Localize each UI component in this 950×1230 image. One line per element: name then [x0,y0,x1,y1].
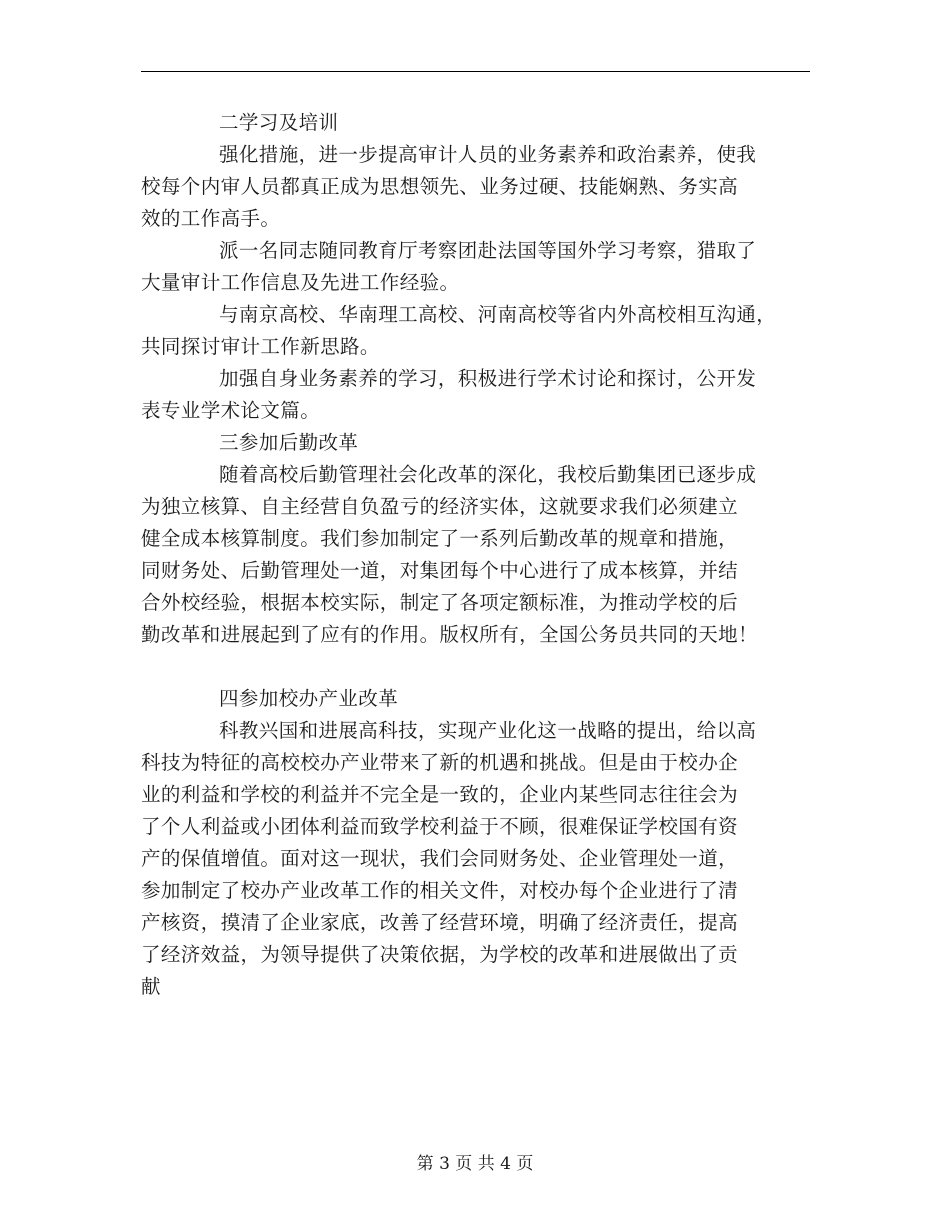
paragraph-line: 与南京高校、华南理工高校、河南高校等省内外高校相互沟通， [219,303,777,326]
paragraph-line: 勤改革和进展起到了应有的作用。版权所有，全国公务员共同的天地！ [141,623,758,646]
section-heading: 四参加校办产业改革 [219,687,399,710]
paragraph-line: 共同探讨审计工作新思路。 [141,335,380,358]
paragraph-line: 加强自身业务素养的学习，积极进行学术讨论和探讨，公开发 [219,367,757,390]
paragraph-line: 合外校经验，根据本校实际，制定了各项定额标准，为推动学校的后 [141,591,739,614]
paragraph-line: 随着高校后勤管理社会化改革的深化，我校后勤集团已逐步成 [219,463,757,486]
paragraph-line: 科技为特征的高校校办产业带来了新的机遇和挑战。但是由于校办企 [141,751,739,774]
blank-line [141,651,810,683]
document-body [141,107,810,1003]
paragraph-line: 校每个内审人员都真正成为思想领先、业务过硬、技能娴熟、务实高 [141,175,739,198]
paragraph-line: 效的工作高手。 [141,207,281,230]
paragraph-line: 产的保值增值。面对这一现状，我们会同财务处、企业管理处一道， [141,847,739,870]
section-heading: 三参加后勤改革 [219,431,359,454]
paragraph-line: 献 [141,975,161,998]
paragraph-line: 科教兴国和进展高科技，实现产业化这一战略的提出，给以高 [219,719,757,742]
paragraph-line: 强化措施，进一步提高审计人员的业务素养和政治素养，使我 [219,143,757,166]
paragraph-line: 了个人利益或小团体利益而致学校利益于不顾，很难保证学校国有资 [141,815,739,838]
section-heading: 二学习及培训 [219,111,339,134]
paragraph-line: 产核资，摸清了企业家底，改善了经营环境，明确了经济责任，提高 [141,911,739,934]
header-rule [141,71,810,72]
paragraph-line: 大量审计工作信息及先进工作经验。 [141,271,460,294]
paragraph-line: 健全成本核算制度。我们参加制定了一系列后勤改革的规章和措施， [141,527,739,550]
paragraph-line: 业的利益和学校的利益并不完全是一致的，企业内某些同志往往会为 [141,783,739,806]
page-number-footer: 第 3 页 共 4 页 [416,1154,534,1174]
paragraph-line: 派一名同志随同教育厅考察团赴法国等国外学习考察，猎取了 [219,239,757,262]
paragraph-line: 为独立核算、自主经营自负盈亏的经济实体，这就要求我们必须建立 [141,495,739,518]
paragraph-line: 参加制定了校办产业改革工作的相关文件，对校办每个企业进行了清 [141,879,739,902]
paragraph-line: 同财务处、后勤管理处一道，对集团每个中心进行了成本核算，并结 [141,559,739,582]
paragraph-line: 了经济效益，为领导提供了决策依据，为学校的改革和进展做出了贡 [141,943,739,966]
paragraph-line: 表专业学术论文篇。 [141,399,321,422]
